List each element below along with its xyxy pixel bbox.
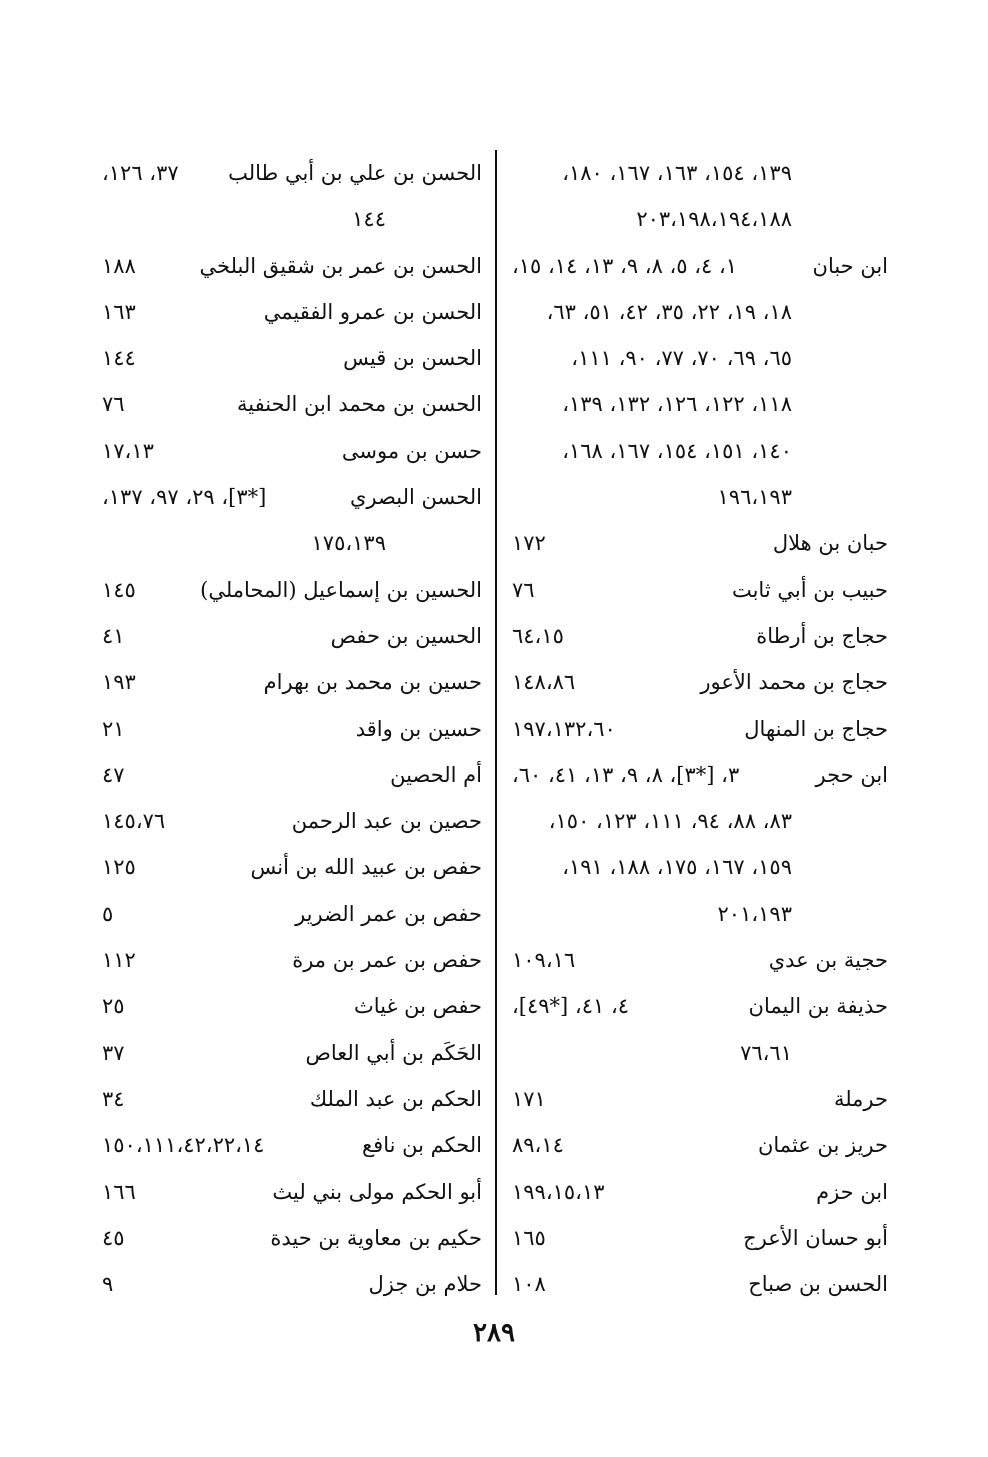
index-entry [510,474,888,520]
index-entry [510,1215,888,1261]
column-divider [495,150,497,1295]
entry-pages: ١٦٣ [102,299,136,324]
index-entry [510,1076,888,1122]
entry-pages: ١٦٦ [102,1179,136,1204]
entry-pages: ٦٥، ٦٩، ٧٠، ٧٧، ٩٠، ١١١، [571,346,792,371]
index-entry [100,196,482,242]
index-entry [510,983,888,1029]
entry-name: حبان بن هلال [772,531,888,556]
entry-name: حسن بن موسى [341,438,482,463]
entry-pages: ١١٨، ١٢٢، ١٢٦، ١٣٢، ١٣٩، [562,392,792,417]
index-entry [100,706,482,752]
entry-pages: [*٣]، ٢٩، ٩٧، ١٣٧، [102,485,267,510]
entry-pages: ٨٣، ٨٨، ٩٤، ١١١، ١٢٣، ١٥٠، [548,809,792,834]
entry-pages: ٩ [102,1272,114,1297]
entry-pages: ١٧،١٣ [102,438,154,463]
entry-name: حجية بن عدي [768,948,888,973]
index-entry [100,937,482,983]
entry-name: الحكم بن عبد الملك [309,1086,482,1111]
index-entry [100,659,482,705]
entry-pages: ١٩٧،١٣٢،٦٠ [512,716,616,741]
index-entry [510,937,888,983]
entry-name: حسين بن واقد [355,716,482,741]
entry-name: الحسن بن علي بن أبي طالب [228,161,482,185]
index-entry [100,428,482,474]
index-entry [510,381,888,427]
entry-pages: ١٨٨ [102,253,136,278]
entry-name: أبو حسان الأعرج [743,1225,888,1250]
index-entry [510,752,888,798]
entry-pages: ١٧٥،١٣٩ [311,531,386,556]
entry-pages: ١٤٤ [102,346,136,371]
index-entry [100,289,482,335]
index-column-left [100,150,482,1307]
entry-pages: ٧٦،٦١ [740,1040,792,1065]
entry-name: حسين بن محمد بن بهرام [263,670,482,695]
entry-pages: ١٩٣ [102,670,136,695]
index-entry [510,613,888,659]
entry-name: أم الحصين [390,762,482,787]
entry-pages: ٣٧، ١٢٦، [102,161,179,185]
entry-name: حصين بن عبد الرحمن [291,809,482,834]
entry-name: ابن حزم [816,1179,888,1204]
index-entry [100,1215,482,1261]
entry-name: حريز بن عثمان [757,1133,888,1158]
entry-pages: ٥ [102,901,114,926]
entry-name: الحسين بن حفص [330,623,482,648]
index-entry [510,844,888,890]
entry-pages: ١٣٩، ١٥٤، ١٦٣، ١٦٧، ١٨٠، [562,161,792,185]
entry-name: الحسن بن قيس [343,346,482,371]
entry-pages: ٣، [*٣]، ٨، ٩، ١٣، ٤١، ٦٠، [512,762,740,787]
entry-pages: ١٨، ١٩، ٢٢، ٣٥، ٤٢، ٥١، ٦٣، [546,299,792,324]
entry-pages: ١٧٢ [512,531,546,556]
index-entry [100,798,482,844]
index-entry [100,150,482,196]
entry-name: الحَكَم بن أبي العاص [305,1040,482,1065]
entry-name: حفص بن غياث [354,994,482,1019]
entry-pages: ١، ٤، ٥، ٨، ٩، ١٣، ١٤، ١٥، [512,253,738,278]
index-entry [100,1261,482,1307]
entry-name: حفص بن عمر بن مرة [292,948,482,973]
entry-name: حذيفة بن اليمان [748,994,888,1019]
index-entry [100,1030,482,1076]
entry-pages: ١٠٩،١٦ [512,948,576,973]
entry-name: أبو الحكم مولى بني ليث [272,1179,482,1204]
index-entry [100,520,482,566]
index-entry [100,1076,482,1122]
entry-name: الحسن بن محمد ابن الحنفية [236,392,482,417]
index-entry [100,1122,482,1168]
entry-pages: ٧٦ [512,577,535,602]
index-entry [100,983,482,1029]
entry-name: حجاج بن أرطاة [756,623,888,648]
entry-name: حكيم بن معاوية بن حيدة [270,1225,482,1250]
index-entry [510,520,888,566]
index-entry [100,752,482,798]
entry-pages: ١٤٥ [102,577,136,602]
index-entry [510,196,888,242]
index-entry [510,243,888,289]
index-entry [100,243,482,289]
index-entry [510,1261,888,1307]
entry-pages: ٣٤ [102,1086,125,1111]
entry-name: الحسن البصري [350,485,482,510]
entry-pages: ٢٥ [102,994,125,1019]
entry-pages: ٢١ [102,716,125,741]
index-column-right [510,150,888,1307]
index-entry [510,1169,888,1215]
entry-pages: ١٩٩،١٥،١٣ [512,1179,605,1204]
entry-name: ابن حجر [815,762,888,787]
index-entry [100,891,482,937]
index-entry [510,1030,888,1076]
index-entry [510,428,888,474]
index-entry [510,659,888,705]
entry-pages: ٢٠٣،١٩٨،١٩٤،١٨٨ [636,207,792,232]
index-entry [510,798,888,844]
entry-name: حفص بن عمر الضرير [295,901,482,926]
index-entry [510,1122,888,1168]
index-entry [100,567,482,613]
entry-name: حبيب بن أبي ثابت [731,577,888,602]
entry-pages: ١٦٥ [512,1225,546,1250]
entry-pages: ١٢٥ [102,855,136,880]
entry-name: ابن حبان [812,253,888,278]
entry-name: حرملة [833,1086,888,1111]
entry-pages: ١٩٦،١٩٣ [717,485,792,510]
entry-pages: ١٤٠، ١٥١، ١٥٤، ١٦٧، ١٦٨، [562,438,792,463]
entry-name: حجاج بن محمد الأعور [700,670,888,695]
entry-pages: ١٤٤ [352,207,386,232]
entry-pages: ١٥٠،١١١،٤٢،٢٢،١٤ [102,1133,265,1158]
index-entry [100,335,482,381]
entry-pages: ٧٦ [102,392,125,417]
index-entry [510,706,888,752]
entry-name: حفص بن عبيد الله بن أنس [250,855,482,880]
entry-pages: ١٠٨ [512,1272,546,1297]
index-entry [100,474,482,520]
entry-pages: ٨٩،١٤ [512,1133,564,1158]
entry-pages: ١٤٥،٧٦ [102,809,166,834]
index-entry [100,1169,482,1215]
entry-pages: ٤٥ [102,1225,125,1250]
index-entry [510,289,888,335]
entry-pages: ٢٠١،١٩٣ [717,901,792,926]
index-entry [510,150,888,196]
entry-name: الحسن بن عمر بن شقيق البلخي [199,253,482,278]
index-entry [510,891,888,937]
entry-name: حلام بن جزل [368,1272,482,1297]
entry-pages: ١٥٩، ١٦٧، ١٧٥، ١٨٨، ١٩١، [562,855,792,880]
entry-pages: ٤٧ [102,762,125,787]
index-entry [510,335,888,381]
entry-name: الحسن بن صباح [748,1272,888,1297]
page-number: ٢٨٩ [473,1318,515,1348]
entry-name: الحسن بن عمرو الفقيمي [263,299,482,324]
index-entry [100,381,482,427]
index-entry [100,613,482,659]
entry-name: الحكم بن نافع [361,1133,482,1158]
index-entry [100,844,482,890]
entry-pages: ١٧١ [512,1086,546,1111]
entry-pages: ٦٤،١٥ [512,623,564,648]
entry-name: حجاج بن المنهال [744,716,888,741]
index-entry [510,567,888,613]
entry-pages: ١٤٨،٨٦ [512,670,576,695]
entry-pages: ١١٢ [102,948,136,973]
entry-pages: ٤، ٤١، [*٤٩]، [512,994,629,1019]
entry-pages: ٤١ [102,623,125,648]
entry-pages: ٣٧ [102,1040,125,1065]
entry-name: الحسين بن إسماعيل (المحاملي) [200,577,482,602]
